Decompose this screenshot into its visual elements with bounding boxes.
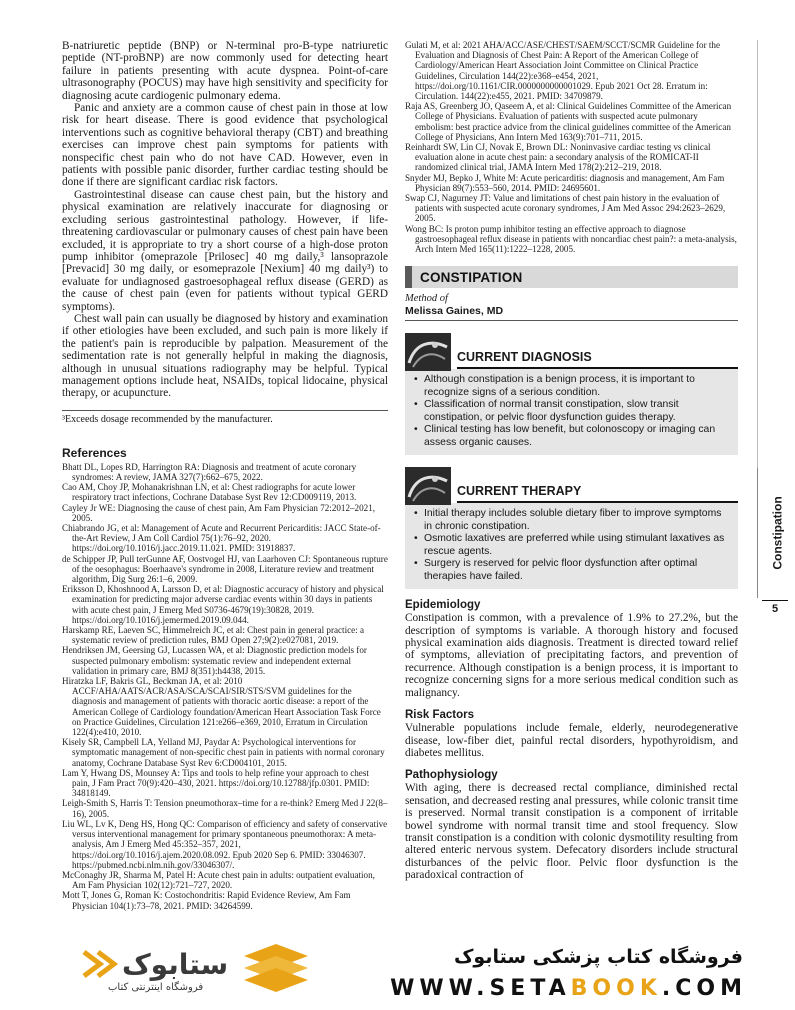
reference-item: Harskamp RE, Laeven SC, Himmelreich JC, et al: Chest pain in general practice: a systematic review of prediction rules, BMJ Open 27;9(2):e027081, 2019. <box>62 625 365 646</box>
reference-item: de Schipper JP, Pull terGunne AF, Oostvogel HJ, van Laarhoven CJ: Spontaneous rupture of the oesophagus: Boerhaave's syndrome in 2008, Literature review and treatment algorithm, Dig Surg 26:1–6, 2009. <box>62 553 388 585</box>
logo-subtitle: فروشگاه اینترنتی کتاب <box>108 982 204 993</box>
list-item: • Although constipation is a benign process, it is important to recognize signs of a serious condition. <box>413 374 730 399</box>
reference-item: Hendriksen JM, Geersing GJ, Lucassen WA, et al: Diagnostic prediction models for suspected pulmonary embolism: systematic review and independent external validation in primary care, BMJ 8(351):h4438, 2015. <box>62 645 367 676</box>
method-label: Method of <box>405 293 448 305</box>
epidemiology-text: Constipation is common, with a prevalence of 1.9% to 27.2%, but the description of symptoms is variable. A thorough history and focused physical examination aids diagnosis. Treatment is directed toward relief of symptoms, alleviation of precipitating factors, and prevention of recurrence. Although constipation is a benign process, it is important to recognize concerning signs for a more serious medical condition such as malignancy. <box>405 612 738 699</box>
list-item: • Initial therapy includes soluble dietary fiber to improve symptoms in chronic constipation. <box>413 508 730 533</box>
current-therapy-header <box>405 467 738 503</box>
references-heading: References <box>62 445 127 460</box>
right-column <box>405 40 738 882</box>
risk-factors-text: Vulnerable populations include female, elderly, neurodegenerative disease, low-fiber diet, painful rectal disorders, hypothyroidism, and diabetes mellitus. <box>405 722 738 759</box>
list-item: • Classification of normal transit constipation, slow transit constipation, or pelvic floor dysfunction guides therapy. <box>413 399 730 424</box>
pathophysiology-heading: Pathophysiology <box>405 769 498 782</box>
therapy-illustration-icon <box>405 467 451 505</box>
paragraph-bnp: B-natriuretic peptide (BNP) or N-terminal pro-B-type natriuretic peptide (NT-proBNP) are now commonly used for detecting heart failure in patients presenting with acute dyspnea. Point-of-care ultrasonography (POCUS) may have high sensitivity and specificity for diagnosing acute cardiogenic pulmonary edema. <box>62 40 388 102</box>
page-number: 5 <box>762 600 788 615</box>
reference-item: Eriksson D, Khoshnood A, Larsson D, et al: Diagnostic accuracy of history and physical examination for predicting major adverse cardiac events within 30 days in patients with acute chest pain, J Emerg Med S0736-4679(19):30828, 2019. https://doi.org/10.1016/j.jemermed.2019.09.044. <box>62 584 384 625</box>
store-logo <box>78 944 228 1004</box>
reference-item: Chiabrando JG, et al: Management of Acute and Recurrent Pericarditis: JACC State-of-the-Art Review, J Am Coll Cardiol 75(1):76–92, 2020. https://doi.org/10.1016/j.jacc.2019.11.021. PMID: 31918837. <box>62 523 381 554</box>
reference-item: Liu WL, Lv K, Deng HS, Hong QC: Comparison of efficiency and safety of conservative versus interventional management for primary spontaneous pneumothorax: A meta-analysis, Am J Emerg Med 45:352–357, 2021, https://doi.org/10.1016/j.ajem.2020.08.092. Epub 2020 Sep 6. PMID: 33046307. https://pubmed.ncbi.nlm.nih.gov/33046307/. <box>62 818 388 870</box>
risk-factors-heading: Risk Factors <box>405 709 475 722</box>
reference-item: Reinhardt SW, Lin CJ, Novak E, Brown DL: Noninvasive cardiac testing vs clinical evaluation alone in acute chest pain: a secondary analysis of the ROMICAT-II randomized clinical trial, JAMA Intern Med 178(2):212–219, 2018. <box>405 142 711 173</box>
section-title: CONSTIPATION <box>420 269 523 285</box>
references-list-left <box>62 462 388 911</box>
reference-item: Wong BC: Is proton pump inhibitor testing an effective approach to diagnose gastroesophageal reflux disease in patients with noncardiac chest pain?: a meta-analysis, Arch Intern Med 165(11):1222–1228, 2005. <box>405 223 737 255</box>
paragraph-panic: Panic and anxiety are a common cause of chest pain in those at low risk for heart disease. There is good evidence that psychological interventions such as cognitive behavioral therapy (CBT) and breathing exercises can improve chest pain symptoms for patients with nonspecific chest pain who do not have CAD. However, even in patients with possible panic disorder, further cardiac testing should be done if there are significant cardiac risk factors. <box>62 102 388 189</box>
current-diagnosis-box <box>405 369 738 455</box>
store-url[interactable]: WWW.SETABOOK.COM <box>390 976 747 1001</box>
reference-item: Raja AS, Greenberg JO, Qaseem A, et al: Clinical Guidelines Committee of the American College of Physicians. Evaluation of patients with suspected acute pulmonary embolism: best practice advice from the clinical guidelines committee of the American College of Physicians, Ann Intern Med 163(9):701–711, 2015. <box>405 101 732 142</box>
logo-wordmark: ستابوک <box>122 948 228 981</box>
book-emblem-icon <box>236 942 316 1000</box>
current-therapy-box <box>405 503 738 589</box>
paragraph-chest-wall: Chest wall pain can usually be diagnosed by history and examination if other etiologies have been excluded, and such pain is more likely if the patient's pain is reproducible by palpation. Measurement of the sedimentation rate is not generally helpful in making the diagnosis, although in unusual situations radiography may be helpful. Typical management options include heat, NSAIDs, topical lidocaine, physical therapy, or acupuncture. <box>62 312 388 400</box>
reference-item: Hiratzka LF, Bakris GL, Beckman JA, et al: 2010 ACCF/AHA/AATS/ACR/ASA/SCA/SCAI/SIR/STS/SVM guidelines for the diagnosis and management of patients with thoracic aortic disease: a report of the American College of Cardiology foundation/American Heart Association Task Force on Practice Guidelines, Circulation 121:e266–e369, 2010, Erratum in Circulation 122(4):e410, 2010. <box>62 676 381 738</box>
author-name: Melissa Gaines, MD <box>405 305 738 321</box>
side-tab-rule <box>757 40 758 468</box>
reference-item: Snyder MJ, Bepko J, White M: Acute pericarditis: diagnosis and management, Am Fam Physician 89(7):553–560, 2014. PMID: 24695601. <box>405 172 725 193</box>
reference-item: Lam Y, Hwang DS, Mounsey A: Tips and tools to help refine your approach to chest pain, J Fam Pract 70(9):420–430, 2021. https://doi.org/10.12788/jfp.0301. PMID: 34818149. <box>62 767 370 799</box>
current-therapy-title: CURRENT THERAPY <box>457 484 738 503</box>
store-name: فروشگاه کتاب پزشکی ستابوک <box>453 946 743 968</box>
reference-item: Swap CJ, Nagurney JT: Value and limitations of chest pain history in the evaluation of patients with suspected acute coronary syndromes, J Am Med Assoc 294:2623–2629, 2005. <box>405 193 726 224</box>
current-diagnosis-title: CURRENT DIAGNOSIS <box>457 350 738 369</box>
diagnosis-illustration-icon <box>405 333 451 371</box>
references-list-right <box>405 40 738 254</box>
reference-item: Gulati M, et al: 2021 AHA/ACC/ASE/CHEST/SAEM/SCCT/SCMR Guideline for the Evaluation and Diagnosis of Chest Pain: A Report of the American College of Cardiology/American Heart Association Joint Committee on Clinical Practice Guidelines, Circulation 144(22):e368–e454, 2021, https://doi.org/10.1161/CIR.0000000000001029. Epub 2021 Oct 28. Erratum in: Circulation. 144(22):e455, 2021. PMID: 34709879. <box>405 40 721 102</box>
reference-item: Bhatt DL, Lopes RD, Harrington RA: Diagnosis and treatment of acute coronary syndromes: A review, JAMA 327(7):662–675, 2022. <box>62 461 357 482</box>
section-title-bar <box>405 266 738 288</box>
store-banner <box>0 926 795 1010</box>
epidemiology-heading: Epidemiology <box>405 599 481 612</box>
left-column <box>62 40 388 911</box>
reference-item: Leigh-Smith S, Harris T: Tension pneumothorax–time for a re-think? Emerg Med J 22(8–16), 2005. <box>62 798 388 819</box>
reference-item: McConaghy JR, Sharma M, Patel H: Acute chest pain in adults: outpatient evaluation, Am Fam Physician 102(12):721–727, 2020. <box>62 869 375 891</box>
reference-item: Kisely SR, Campbell LA, Yelland MJ, Paydar A: Psychological interventions for symptomatic management of non-specific chest pain in patients with normal coronary anatomy, Cochrane Database Syst Rev 6:CD004101, 2015. <box>62 737 385 768</box>
list-item: • Osmotic laxatives are preferred while using stimulant laxatives as rescue agents. <box>413 533 730 558</box>
current-diagnosis-header <box>405 333 738 369</box>
footnote-divider <box>62 410 388 411</box>
paragraph-gi: Gastrointestinal disease can cause chest pain, but the history and physical examination are relatively inaccurate for diagnosing or excluding serious gastrointestinal pathology. However, if life-threatening cardiovascular or pulmonary causes of chest pain have been excluded, it is appropriate to try a short course of a high-dose proton pump inhibitor (omeprazole [Prilosec] 40 mg daily,³ lansoprazole [Prevacid] 30 mg daily, or esomeprazole [Nexium] 40 mg daily³) to evaluate for undiagnosed gastroesophageal reflux disease (GERD) as the cause of chest pain (even for patients without typical GERD symptoms). <box>62 188 388 313</box>
list-item: • Clinical testing has low benefit, but colonoscopy or imaging can assess organic causes. <box>413 424 730 449</box>
chapter-side-tab <box>757 468 795 598</box>
footnote: ³Exceeds dosage recommended by the manufacturer. <box>62 413 273 425</box>
pathophysiology-text: With aging, there is decreased rectal compliance, diminished rectal sensation, and decreased resting anal pressures, while colonic transit time is preserved. Normal transit constipation is a component of irritable bowel syndrome with normal transit time and stool frequency. Slow transit constipation is a condition with colonic dysmotility resulting from altered enteric nervous system. Defecatory disorders include structural disturbances of the pelvic floor. Pelvic floor dysfunction is the paradoxical contraction of <box>405 782 738 882</box>
reference-item: Cayley Jr WE: Diagnosing the cause of chest pain, Am Fam Physician 72:2012–2021, 2005. <box>62 502 376 523</box>
chapter-tab-label: Constipation <box>771 496 786 570</box>
reference-item: Mott T, Jones G, Roman K: Costochondritis: Rapid Evidence Review, Am Fam Physician 104(1):73–78, 2021. PMID: 34264599. <box>62 890 351 911</box>
reference-item: Cao AM, Choy JP, Mohanakrishnan LN, et al: Chest radiographs for acute lower respiratory tract infections, Cochrane Database Syst Rev 12:CD009119, 2013. <box>62 482 357 503</box>
list-item: • Surgery is reserved for pelvic floor dysfunction after optimal therapies have failed. <box>413 558 730 583</box>
